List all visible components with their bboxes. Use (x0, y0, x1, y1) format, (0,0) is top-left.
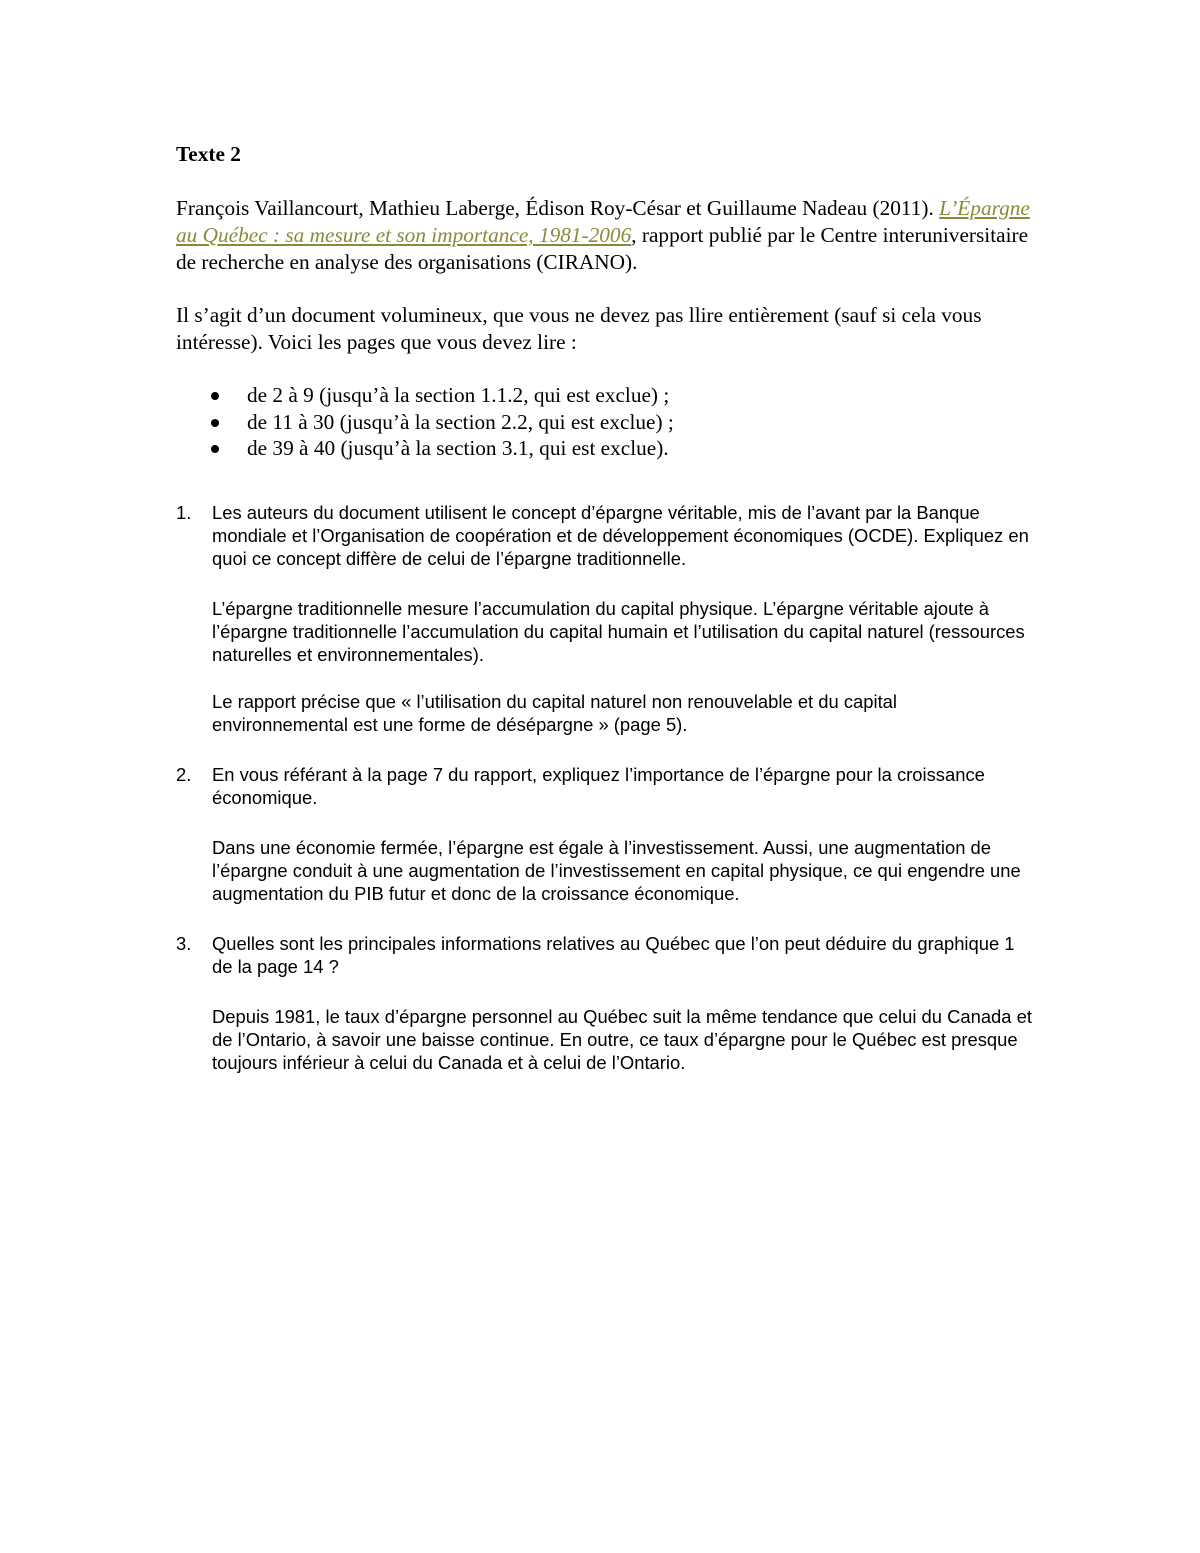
answer-paragraph: Le rapport précise que « l’utilisation du capital naturel non renouvelable et du capital environnemental est une forme de désépargne » (page 5). (212, 690, 897, 735)
question-item (176, 763, 1036, 905)
question-item (176, 932, 1036, 1074)
reference-authors: François Vaillancourt, Mathieu Laberge, Édison Roy-César et Guillaume Nadeau (2011). (176, 196, 940, 220)
list-item (176, 409, 1036, 436)
question-item (176, 501, 1036, 736)
question-text: En vous référant à la page 7 du rapport, expliquez l’importance de l’épargne pour la croissance économique. (212, 763, 985, 808)
list-item-text: de 11 à 30 (jusqu’à la section 2.2, qui est exclue) ; (247, 409, 674, 434)
answer-paragraph: L’épargne traditionnelle mesure l’accumulation du capital physique. L’épargne véritable ajoute à l’épargne traditionnelle l’accumulation du capital humain et l’utilisation du capital naturel (ressources naturelles et environnementales). (212, 597, 1025, 665)
list-item (176, 435, 1036, 462)
reference-publisher: , rapport publié par le Centre interuniversitaire de recherche en analyse des organisations (CIRANO). (176, 223, 1029, 274)
question-number: 2. (176, 763, 192, 785)
answer-paragraph: Dans une économie fermée, l’épargne est égale à l’investissement. Aussi, une augmentation de l’épargne conduit à une augmentation de l’investissement en capital physique, ce qui engendre une augmentation du PIB futur et donc de la croissance économique. (212, 836, 1021, 904)
answer-block (212, 836, 1036, 905)
bullet-icon (211, 445, 219, 453)
bullet-icon (211, 392, 219, 400)
answer-block (212, 1005, 1036, 1074)
answer-block (212, 597, 1036, 736)
intro-paragraph: Il s’agit d’un document volumineux, que vous ne devez pas llire entièrement (sauf si cela vous intéresse). Voici les pages que vous devez lire : (176, 303, 982, 354)
question-text: Les auteurs du document utilisent le concept d’épargne véritable, mis de l’avant par la Banque mondiale et l’Organisation de coopération et de développement économiques (OCDE). Expliquez en quoi ce concept diffère de celui de l’épargne traditionnelle. (212, 501, 1029, 569)
list-item (176, 382, 1036, 409)
list-item-text: de 39 à 40 (jusqu’à la section 3.1, qui est exclue). (247, 436, 669, 460)
list-item-text: de 2 à 9 (jusqu’à la section 1.1.2, qui est exclue) ; (247, 383, 670, 407)
document-page (176, 141, 1036, 1101)
answer-paragraph: Depuis 1981, le taux d’épargne personnel au Québec suit la même tendance que celui du Canada et de l’Ontario, à savoir une baisse continue. En outre, ce taux d’épargne pour le Québec est presque toujours inférieur à celui du Canada et à celui de l’Ontario. (212, 1005, 1032, 1073)
question-number: 1. (176, 501, 192, 523)
question-text: Quelles sont les principales informations relatives au Québec que l’on peut déduire du graphique 1 de la page 14 ? (212, 932, 1015, 977)
reference-citation (176, 195, 1036, 276)
pages-list (176, 382, 1036, 462)
bullet-icon (211, 419, 219, 427)
report-link[interactable]: L’Épargne au Québec : sa mesure et son importance, 1981-2006 (176, 196, 1030, 247)
questions-list (176, 501, 1036, 1074)
document-title: Texte 2 (176, 142, 241, 166)
question-number: 3. (176, 932, 192, 954)
